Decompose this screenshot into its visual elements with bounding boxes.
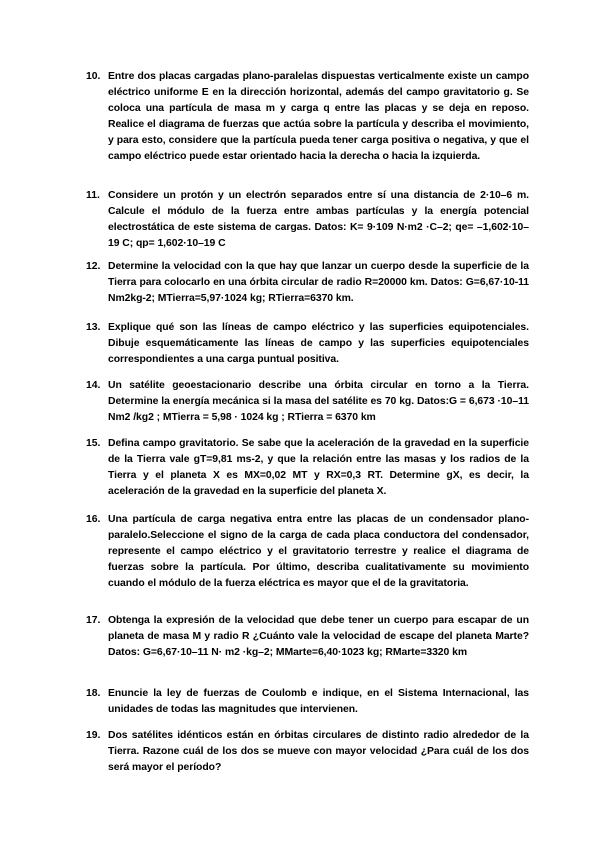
problem-number: 14.	[86, 380, 101, 391]
problem-number: 18.	[86, 688, 101, 699]
problem-19	[86, 728, 529, 776]
problem-12	[86, 259, 529, 307]
problem-text: Considere un protón y un electrón separados entre sí una distancia de 2·10–6 m. Calcule el módulo de la fuerza entre ambas partículas y la energía potencial electrostática de este sistema de cargas. Datos: K= 9·109 N·m2 ·C–2; qe= –1,602·10–19 C; qp= 1,602·10–19 C	[108, 190, 529, 249]
problem-17	[86, 613, 529, 661]
problem-text: Defina campo gravitatorio. Se sabe que la aceleración de la gravedad en la superficie de la Tierra vale gT=9,81 ms-2, y que la relación entre las masas y los radios de la Tierra y el planeta X es MX=0,02 MT y RX=0,3 RT. Determine gX, es decir, la aceleración de la gravedad en la superficie del planeta X.	[108, 438, 529, 497]
problem-number: 11.	[86, 190, 100, 201]
problem-text: Un satélite geoestacionario describe una órbita circular en torno a la Tierra. Determine la energía mecánica si la masa del satélite es 70 kg. Datos:G = 6,673 ·10–11 Nm2 /kg2 ; MTierra = 5,98 · 1024 kg ; RTierra = 6370 km	[108, 380, 529, 423]
problem-15	[86, 436, 529, 500]
problem-text: Dos satélites idénticos están en órbitas circulares de distinto radio alrededor de la Tierra. Razone cuál de los dos se mueve con mayor velocidad ¿Para cuál de los dos será mayor el período?	[108, 730, 529, 773]
problem-13	[86, 320, 529, 368]
problem-number: 13.	[86, 322, 101, 333]
problem-10	[86, 69, 529, 165]
problem-number: 15.	[86, 438, 101, 449]
problem-text: Explique qué son las líneas de campo eléctrico y las superficies equipotenciales. Dibuje esquemáticamente las líneas de campo y las superficies equipotenciales correspondientes a una carga puntual positiva.	[108, 322, 529, 365]
problem-16	[86, 512, 529, 592]
problem-18	[86, 686, 529, 718]
problem-number: 12.	[86, 261, 101, 272]
problem-number: 16.	[86, 514, 101, 525]
problem-text: Determine la velocidad con la que hay que lanzar un cuerpo desde la superficie de la Tierra para colocarlo en una órbita circular de radio R=20000 km. Datos: G=6,67·10-11 Nm2kg-2; MTierra=5,97·1024 kg; RTierra=6370 km.	[108, 261, 529, 304]
problem-11	[86, 188, 529, 252]
problem-text: Una partícula de carga negativa entra entre las placas de un condensador plano-paralelo.Seleccione el signo de la carga de cada placa conductora del condensador, represente el campo eléctrico y el gravitatorio terrestre y realice el diagrama de fuerzas sobre la partícula. Por último, describa cualitativamente su movimiento cuando el módulo de la fuerza eléctrica es mayor que el de la gravitatoria.	[108, 514, 529, 589]
problem-number: 19.	[86, 730, 101, 741]
problem-text: Obtenga la expresión de la velocidad que debe tener un cuerpo para escapar de un planeta de masa M y radio R ¿Cuánto vale la velocidad de escape del planeta Marte? Datos: G=6,67·10–11 N· m2 ·kg–2; MMarte=6,40·1023 kg; RMarte=3320 km	[108, 615, 529, 658]
problem-14	[86, 378, 529, 426]
problem-text: Entre dos placas cargadas plano-paralelas dispuestas verticalmente existe un campo eléctrico uniforme E en la dirección horizontal, además del campo gravitatorio g. Se coloca una partícula de masa m y carga q entre las placas y se deja en reposo. Realice el diagrama de fuerzas que actúa sobre la partícula y describa el movimiento, y para esto, considere que la partícula pueda tener carga positiva o negativa, y que el campo eléctrico puede estar orientado hacia la derecha o hacia la izquierda.	[108, 71, 529, 162]
problem-text: Enuncie la ley de fuerzas de Coulomb e indique, en el Sistema Internacional, las unidades de todas las magnitudes que intervienen.	[108, 688, 529, 715]
problem-number: 17.	[86, 615, 101, 626]
problem-number: 10.	[86, 71, 101, 82]
